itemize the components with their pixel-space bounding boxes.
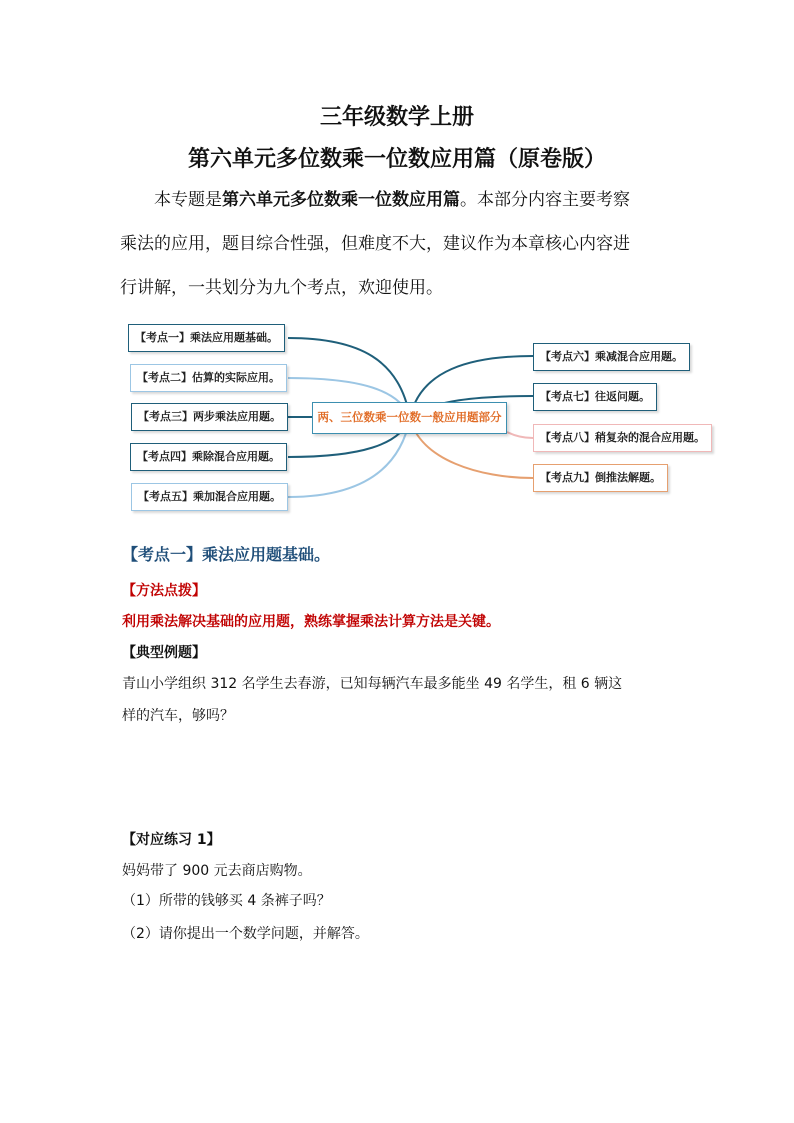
practice-tag: 【对应练习 1】 — [122, 832, 221, 848]
mindmap-node-1: 【考点一】乘法应用题基础。 — [128, 324, 285, 352]
intro-prefix: 本专题是 — [154, 190, 222, 210]
intro-line-2: 乘法的应用，题目综合性强，但难度不大，建议作为本章核心内容进 — [120, 234, 630, 254]
section-heading: 【考点一】乘法应用题基础。 — [122, 545, 331, 564]
mindmap-node-6: 【考点六】乘减混合应用题。 — [533, 343, 690, 371]
mindmap-center-node: 两、三位数乘一位数一般应用题部分 — [312, 402, 507, 434]
document-subtitle: 第六单元多位数乘一位数应用篇（原卷版） — [187, 147, 606, 172]
mindmap-node-2: 【考点二】估算的实际应用。 — [130, 364, 287, 392]
practice-question-1: （1）所带的钱够买 4 条裤子吗？ — [122, 893, 331, 909]
practice-question-2: （2）请你提出一个数学问题，并解答。 — [122, 926, 369, 942]
mindmap-node-7: 【考点七】往返问题。 — [533, 383, 657, 411]
practice-line-1: 妈妈带了 900 元去商店购物。 — [122, 863, 312, 879]
intro-line-3: 行讲解，一共划分为九个考点，欢迎使用。 — [120, 278, 443, 298]
example-line-2: 样的汽车，够吗？ — [122, 708, 234, 724]
method-tag: 【方法点拨】 — [122, 583, 206, 599]
connector-8 — [507, 432, 533, 438]
intro-suffix: 。本部分内容主要考察 — [460, 190, 630, 210]
example-tag: 【典型例题】 — [122, 645, 206, 661]
mindmap-node-5: 【考点五】乘加混合应用题。 — [131, 483, 288, 511]
document-title: 三年级数学上册 — [319, 105, 474, 130]
mindmap-node-3: 【考点三】两步乘法应用题。 — [131, 403, 288, 431]
method-text: 利用乘法解决基础的应用题，熟练掌握乘法计算方法是关键。 — [122, 614, 500, 630]
mindmap-node-8: 【考点八】稍复杂的混合应用题。 — [533, 424, 712, 452]
mindmap-node-4: 【考点四】乘除混合应用题。 — [130, 443, 287, 471]
intro-bold-topic: 第六单元多位数乘一位数应用篇 — [222, 190, 460, 210]
mindmap-node-9: 【考点九】倒推法解题。 — [533, 464, 668, 492]
example-line-1: 青山小学组织 312 名学生去春游，已知每辆汽车最多能坐 49 名学生，租 6 辆这 — [122, 676, 623, 692]
